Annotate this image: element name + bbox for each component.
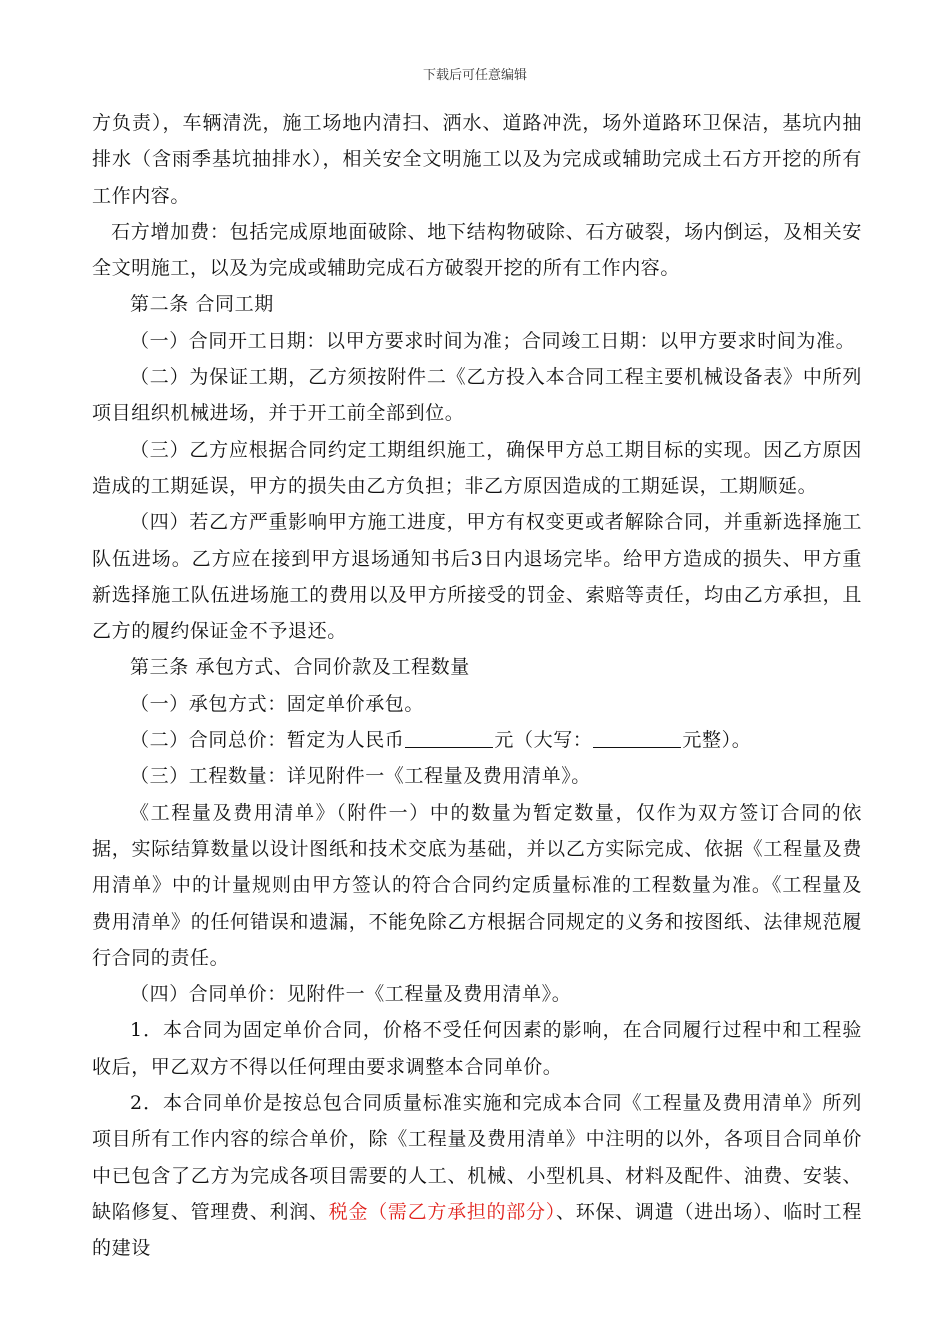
- amount-in-words-blank-field[interactable]: [593, 727, 681, 748]
- clause-3-4: （四）合同单价：见附件一《工程量及费用清单》。: [130, 983, 572, 1006]
- item-1-paragraph: 1．本合同为固定单价合同，价格不受任何因素的影响，在合同履行过程中和工程验收后，甲乙双方不得以任何理由要求调整本合同单价。: [92, 1019, 862, 1078]
- amount-blank-field[interactable]: [405, 727, 493, 748]
- clause-3-2: [92, 722, 862, 758]
- clause-3-2-middle: 元（大写：: [494, 729, 593, 752]
- article-3-heading: 第三条 承包方式、合同价款及工程数量: [130, 656, 470, 679]
- clause-2-4: （四）若乙方严重影响甲方施工进度，甲方有权变更或者解除合同，并重新选择施工队伍进场。乙方应在接到甲方退场通知书后3日内退场完毕。给甲方造成的损失、甲方重新选择施工队伍进场施工的费用以及甲方所接受的罚金、索赔等责任，均由乙方承担，且乙方的履约保证金不予退还。: [92, 511, 862, 643]
- paragraph-cleaning-scope: 方负责），车辆清洗，施工场地内清扫、洒水、道路冲洗，场外道路环卫保洁，基坑内抽排水（含雨季基坑抽排水），相关安全文明施工以及为完成或辅助完成土石方开挖的所有工作内容。: [92, 112, 862, 207]
- article-2-heading: 第二条 合同工期: [130, 293, 274, 316]
- clause-2-1: （一）合同开工日期：以甲方要求时间为准；合同竣工日期：以甲方要求时间为准。: [130, 329, 856, 352]
- page-header: 下载后可任意编辑: [422, 68, 527, 83]
- item-2-text-start: 2．本合同单价是按总包合同质量标准实施和完成本合同《工程量及费用清单》所列项目所有工作内容的综合单价，除《工程量及费用清单》中注明的以外，各项目合同单价中已包含了乙方为完成各项目需要的人工、机械、小型机具、材料及配件、油费、安装、缺陷修复、管理费、利润、: [92, 1092, 862, 1223]
- item-2-text-end: 、环保、调遣（进出场）、临时工程的建设: [92, 1200, 862, 1260]
- document-body: [92, 105, 862, 1267]
- clause-3-3: （三）工程数量：详见附件一《工程量及费用清单》。: [130, 765, 591, 788]
- clause-2-3: （三）乙方应根据合同约定工期组织施工，确保甲方总工期目标的实现。因乙方原因造成的工期延误，甲方的损失由乙方负担；非乙方原因造成的工期延误，工期顺延。: [92, 438, 862, 497]
- paragraph-rock-surcharge: 石方增加费：包括完成原地面破除、地下结构物破除、石方破裂，场内倒运，及相关安全文明施工，以及为完成或辅助完成石方破裂开挖的所有工作内容。: [92, 220, 862, 280]
- tax-highlight-text: 税金（需乙方承担的部分）: [328, 1200, 556, 1223]
- quantity-list-paragraph: 《工程量及费用清单》（附件一）中的数量为暂定数量，仅作为双方签订合同的依据，实际结算数量以设计图纸和技术交底为基础，并以乙方实际完成、依据《工程量及费用清单》中的计量规则由甲方签认的符合合同约定质量标准的工程数量为准。《工程量及费用清单》的任何错误和遗漏，不能免除乙方根据合同规定的义务和按图纸、法律规范履行合同的责任。: [92, 801, 862, 969]
- clause-3-2-suffix: 元整）。: [682, 729, 752, 752]
- clause-3-2-prefix: （二）合同总价：暂定为人民币: [130, 729, 405, 752]
- clause-3-1: （一）承包方式：固定单价承包。: [130, 692, 425, 715]
- clause-2-2: （二）为保证工期，乙方须按附件二《乙方投入本合同工程主要机械设备表》中所列项目组织机械进场，并于开工前全部到位。: [92, 366, 862, 425]
- item-2-paragraph: [92, 1085, 862, 1266]
